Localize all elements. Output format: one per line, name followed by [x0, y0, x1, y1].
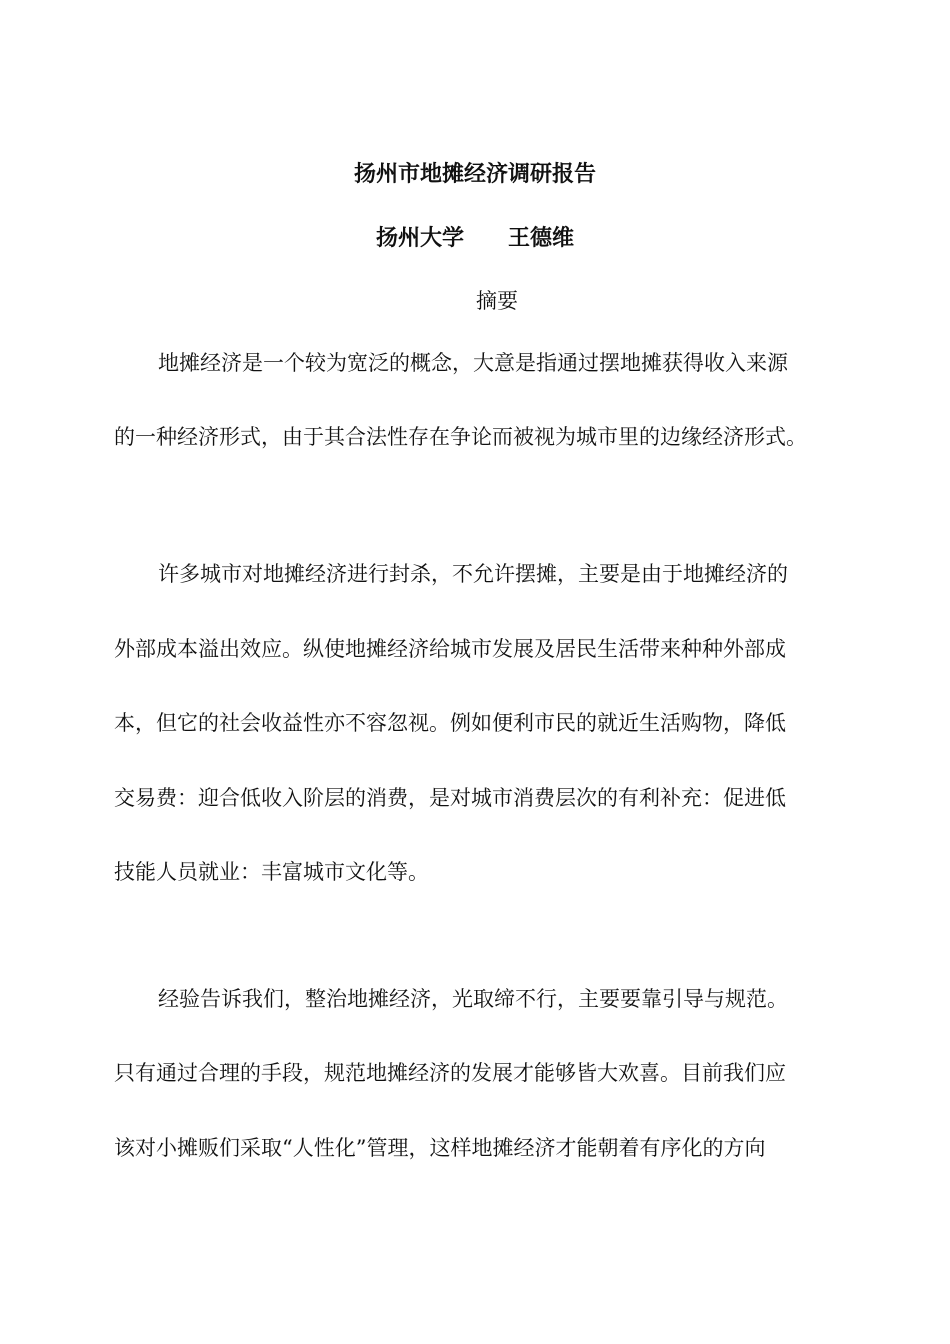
paragraph-line: 只有通过合理的手段，规范地摊经济的发展才能够皆大欢喜。目前我们应 — [114, 1061, 786, 1085]
paragraph-line: 该对小摊贩们采取“人性化”管理，这样地摊经济才能朝着有序化的方向 — [114, 1136, 766, 1160]
paragraph-line: 经验告诉我们，整治地摊经济，光取缔不行，主要要靠引导与规范。 — [158, 987, 788, 1011]
paragraph-line: 的一种经济形式，由于其合法性存在争论而被视为城市里的边缘经济形式。 — [114, 425, 807, 449]
document-title: 扬州市地摊经济调研报告 — [353, 161, 596, 187]
paragraph-line: 外部成本溢出效应。纵使地摊经济给城市发展及居民生活带来种种外部成 — [114, 637, 786, 661]
paragraph-line: 地摊经济是一个较为宽泛的概念，大意是指通过摆地摊获得收入来源 — [158, 351, 788, 375]
paragraph-line: 交易费：迎合低收入阶层的消费，是对城市消费层次的有利补充：促进低 — [114, 786, 786, 810]
paragraph-line: 许多城市对地摊经济进行封杀，不允许摆摊，主要是由于地摊经济的 — [158, 562, 788, 586]
abstract-heading: 摘要 — [476, 289, 518, 313]
author-name: 王德维 — [508, 225, 575, 251]
byline — [0, 222, 950, 254]
paragraph-line: 本，但它的社会收益性亦不容忽视。例如便利市民的就近生活购物，降低 — [114, 711, 786, 735]
affiliation: 扬州大学 — [375, 225, 464, 251]
paragraph-line: 技能人员就业：丰富城市文化等。 — [114, 860, 429, 884]
